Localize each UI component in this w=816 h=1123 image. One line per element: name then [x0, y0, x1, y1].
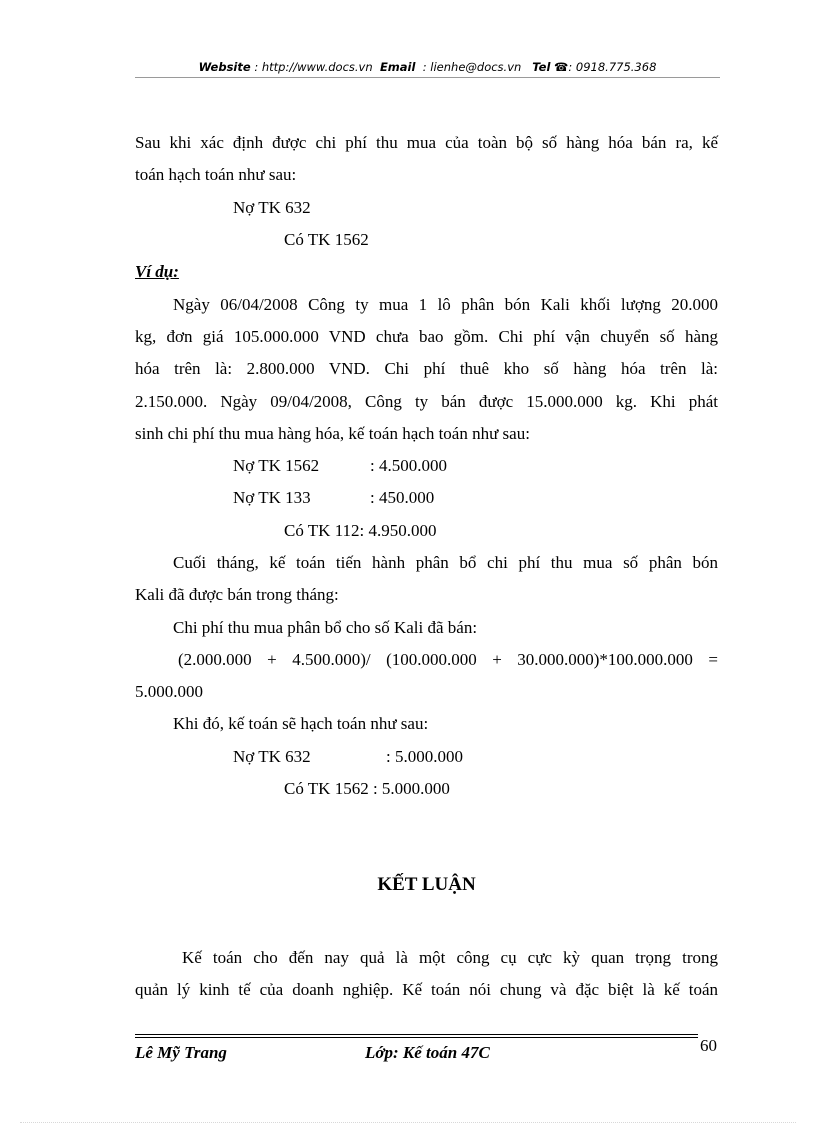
header-divider — [135, 77, 720, 78]
formula-line: (2.000.000 + 4.500.000)/ (100.000.000 + 30.000.000)*100.000.000 = — [178, 650, 718, 669]
paragraph-line: Ngày 06/04/2008 Công ty mua 1 lô phân bón Kali khối lượng 20.000 — [173, 295, 718, 314]
journal-entry-debit: Nợ TK 632 — [233, 198, 311, 217]
section-heading: KẾT LUẬN — [377, 874, 476, 895]
paragraph-line: sinh chi phí thu mua hàng hóa, kế toán hạch toán như sau: — [135, 424, 530, 443]
paragraph-line: toán hạch toán như sau: — [135, 165, 297, 184]
journal-entry-amount: : 5.000.000 — [386, 747, 463, 766]
journal-entry-credit: Có TK 1562 — [284, 230, 369, 249]
formula-line: 5.000.000 — [135, 682, 203, 701]
footer-author: Lê Mỹ Trang — [135, 1043, 227, 1062]
paragraph-line: Cuối tháng, kế toán tiến hành phân bổ chi phí thu mua số phân bón — [173, 553, 718, 572]
paragraph-line: 2.150.000. Ngày 09/04/2008, Công ty bán được 15.000.000 kg. Khi phát — [135, 392, 718, 411]
example-label: Ví dụ: — [135, 262, 179, 281]
footer-divider — [135, 1034, 698, 1035]
journal-entry-debit: Nợ TK 632 — [233, 747, 311, 766]
journal-entry-amount: : 4.500.000 — [370, 456, 447, 475]
paragraph-line: Kế toán cho đến nay quả là một công cụ cực kỳ quan trọng trong — [182, 948, 718, 967]
footer-class: Lớp: Kế toán 47C — [365, 1043, 490, 1062]
paragraph-line: quản lý kinh tế của doanh nghiệp. Kế toán nói chung và đặc biệt là kế toán — [135, 980, 718, 999]
paragraph-line: Sau khi xác định được chi phí thu mua của toàn bộ số hàng hóa bán ra, kế — [135, 133, 718, 152]
paragraph-line: Kali đã được bán trong tháng: — [135, 585, 339, 604]
tel-label: Tel — [532, 60, 551, 74]
paragraph-line: hóa trên là: 2.800.000 VND. Chi phí thuê kho số hàng hóa trên là: — [135, 359, 718, 378]
phone-icon: ☎ — [554, 60, 569, 74]
page-header — [135, 60, 720, 74]
footer-divider — [135, 1037, 698, 1038]
website-value: : http://www.docs.vn — [254, 60, 373, 74]
journal-entry-credit: Có TK 1562 : 5.000.000 — [284, 779, 450, 798]
paragraph-line: Khi đó, kế toán sẽ hạch toán như sau: — [173, 714, 429, 733]
tel-value: : 0918.775.368 — [568, 60, 657, 74]
journal-entry-amount: : 450.000 — [370, 488, 435, 507]
journal-entry-debit: Nợ TK 1562 — [233, 456, 320, 475]
email-label: Email — [379, 60, 416, 74]
paragraph-line: Chi phí thu mua phân bổ cho số Kali đã bán: — [173, 618, 478, 637]
journal-entry-credit: Có TK 112: 4.950.000 — [284, 521, 437, 540]
paragraph-line: kg, đơn giá 105.000.000 VND chưa bao gồm. Chi phí vận chuyển số hàng — [135, 327, 718, 346]
website-label: Website — [198, 60, 251, 74]
page-number: 60 — [700, 1036, 717, 1055]
email-value: : lienhe@docs.vn — [422, 60, 522, 74]
journal-entry-debit: Nợ TK 133 — [233, 488, 311, 507]
